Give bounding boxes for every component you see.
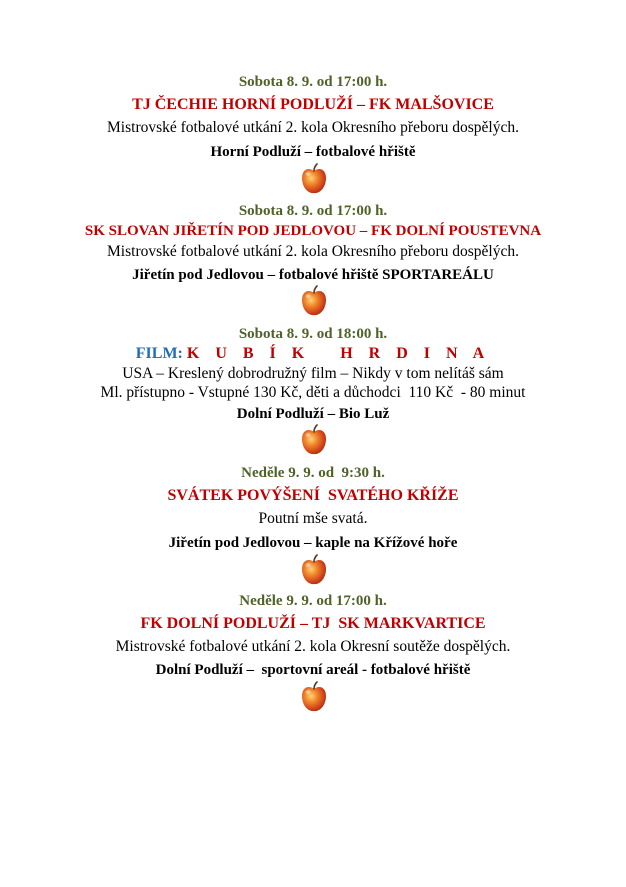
apple-icon xyxy=(300,554,328,586)
event-title: SVÁTEK POVÝŠENÍ SVATÉHO KŘÍŽE xyxy=(167,487,459,504)
event-description: Mistrovské fotbalové utkání 2. kola Okresní soutěže dospělých. xyxy=(115,638,511,655)
event-place: Jiřetín pod Jedlovou – kaple na Křížové hoře xyxy=(168,535,458,551)
event-date: Neděle 9. 9. od 9:30 h. xyxy=(241,465,385,481)
film-title: K U B Í K H R D I N A xyxy=(186,345,491,362)
apple-icon xyxy=(300,163,328,195)
event-title xyxy=(0,345,626,363)
event-description: Mistrovské fotbalové utkání 2. kola Okresního přeboru dospělých. xyxy=(107,119,519,136)
event-description: Mistrovské fotbalové utkání 2. kola Okresního přeboru dospělých. xyxy=(107,243,519,260)
apple-icon xyxy=(300,285,328,317)
film-label: FILM: xyxy=(135,345,183,362)
event-place: Horní Podluží – fotbalové hřiště xyxy=(210,144,416,160)
event-place: Dolní Podluží – Bio Luž xyxy=(236,406,390,422)
event-place: Dolní Podluží – sportovní areál - fotbalové hřiště xyxy=(155,662,471,678)
event-description: Poutní mše svatá. xyxy=(258,510,368,527)
event-description-price: Ml. přístupno - Vstupné 130 Kč, děti a důchodci 110 Kč - 80 minut xyxy=(100,384,526,401)
event-title: TJ ČECHIE HORNÍ PODLUŽÍ – FK MALŠOVICE xyxy=(132,96,494,113)
event-title: FK DOLNÍ PODLUŽÍ – TJ SK MARKVARTICE xyxy=(140,615,486,632)
event-title: SK SLOVAN JIŘETÍN POD JEDLOVOU – FK DOLNÍ POUSTEVNA xyxy=(84,223,542,239)
apple-icon xyxy=(300,681,328,713)
event-description: USA – Kreslený dobrodružný film – Nikdy v tom nelítáš sám xyxy=(122,365,504,382)
apple-icon xyxy=(300,424,328,456)
event-place: Jiřetín pod Jedlovou – fotbalové hřiště SPORTAREÁLU xyxy=(132,267,494,283)
event-date: Sobota 8. 9. od 17:00 h. xyxy=(238,74,388,90)
event-date: Sobota 8. 9. od 18:00 h. xyxy=(238,326,388,342)
event-date: Sobota 8. 9. od 17:00 h. xyxy=(238,203,388,219)
event-date: Neděle 9. 9. od 17:00 h. xyxy=(239,593,387,609)
